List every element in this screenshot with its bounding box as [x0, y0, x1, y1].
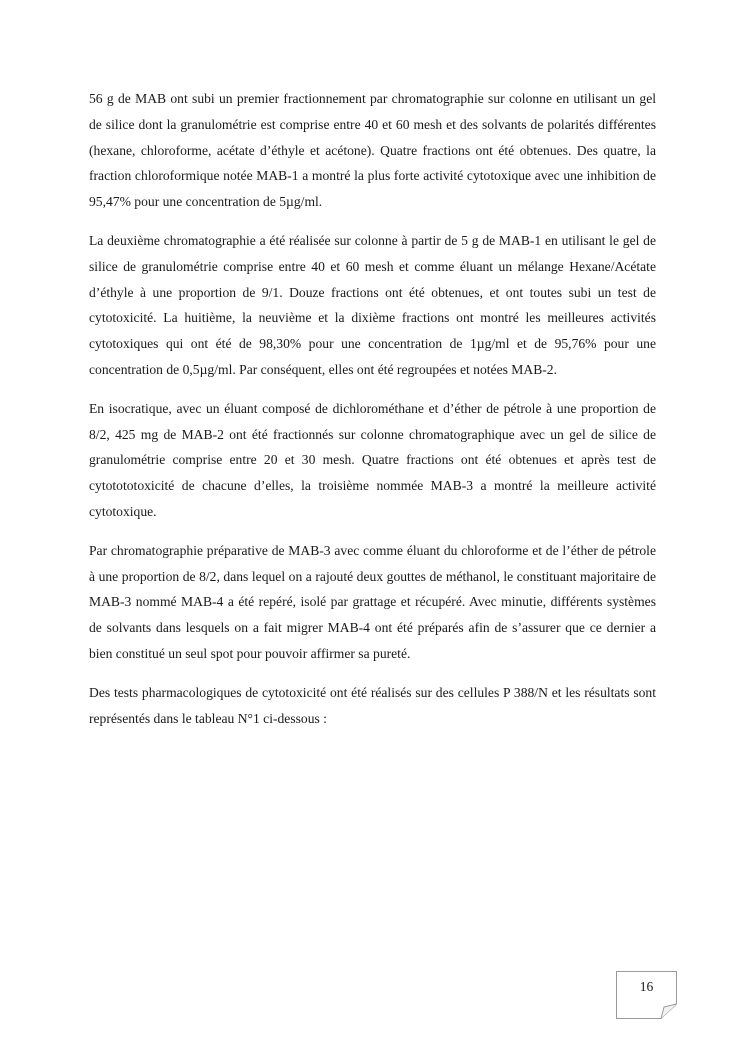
document-body: [89, 86, 656, 744]
paragraph-pharmacology: Des tests pharmacologiques de cytotoxicité ont été réalisés sur des cellules P 388/N et les résultats sont représentés dans le tableau N°1 ci-dessous :: [89, 684, 656, 726]
paragraph-fractionation-1: 56 g de MAB ont subi un premier fractionnement par chromatographie sur colonne en utilisant un gel de silice dont la granulométrie est comprise entre 40 et 60 mesh et des solvants de polarités différentes (hexane, chloroforme, acétate d’éthyle et acétone). Quatre fractions ont été obtenues. Des quatre, la fraction chloroformique notée MAB-1 a montré la plus forte activité cytotoxique avec une inhibition de 95,47% pour une concentration de 5µg/ml.: [89, 91, 656, 210]
page-number: 16: [639, 979, 654, 994]
paragraph-preparative: Par chromatographie préparative de MAB-3 avec comme éluant du chloroforme et de l’éther de pétrole à une proportion de 8/2, dans lequel on a rajouté deux gouttes de méthanol, le constituant majoritaire de MAB-3 nommé MAB-4 a été repéré, isolé par grattage et récupéré. Avec minutie, différents systèmes de solvants dans lesquels on a fait migrer MAB-4 ont été préparés afin de s’assurer que ce dernier a bien constitué un seul spot pour pouvoir affirmer sa pureté.: [89, 542, 656, 661]
paragraph-fractionation-2: La deuxième chromatographie a été réalisée sur colonne à partir de 5 g de MAB-1 en utilisant le gel de silice de granulométrie comprise entre 40 et 60 mesh et comme éluant un mélange Hexane/Acétate d’éthyle à une proportion de 9/1. Douze fractions ont été obtenues, et ont toutes subi un test de cytotoxicité. La huitième, la neuvième et la dixième fractions ont montré les meilleures activités cytotoxiques qui ont été de 98,30% pour une concentration de 1µg/ml et de 95,76% pour une concentration de 0,5µg/ml. Par conséquent, elles ont été regroupées et notées MAB-2.: [89, 232, 656, 377]
page-number-box: [616, 971, 677, 1019]
paragraph-isocratic: En isocratique, avec un éluant composé de dichlorométhane et d’éther de pétrole à une proportion de 8/2, 425 mg de MAB-2 ont été fractionnés sur colonne chromatographique avec un gel de silice de granulométrie comprise entre 20 et 30 mesh. Quatre fractions ont été obtenues et après test de cytotototoxicité de chacune d’elles, la troisième nommée MAB-3 a montré la meilleure activité cytotoxique.: [89, 400, 656, 519]
